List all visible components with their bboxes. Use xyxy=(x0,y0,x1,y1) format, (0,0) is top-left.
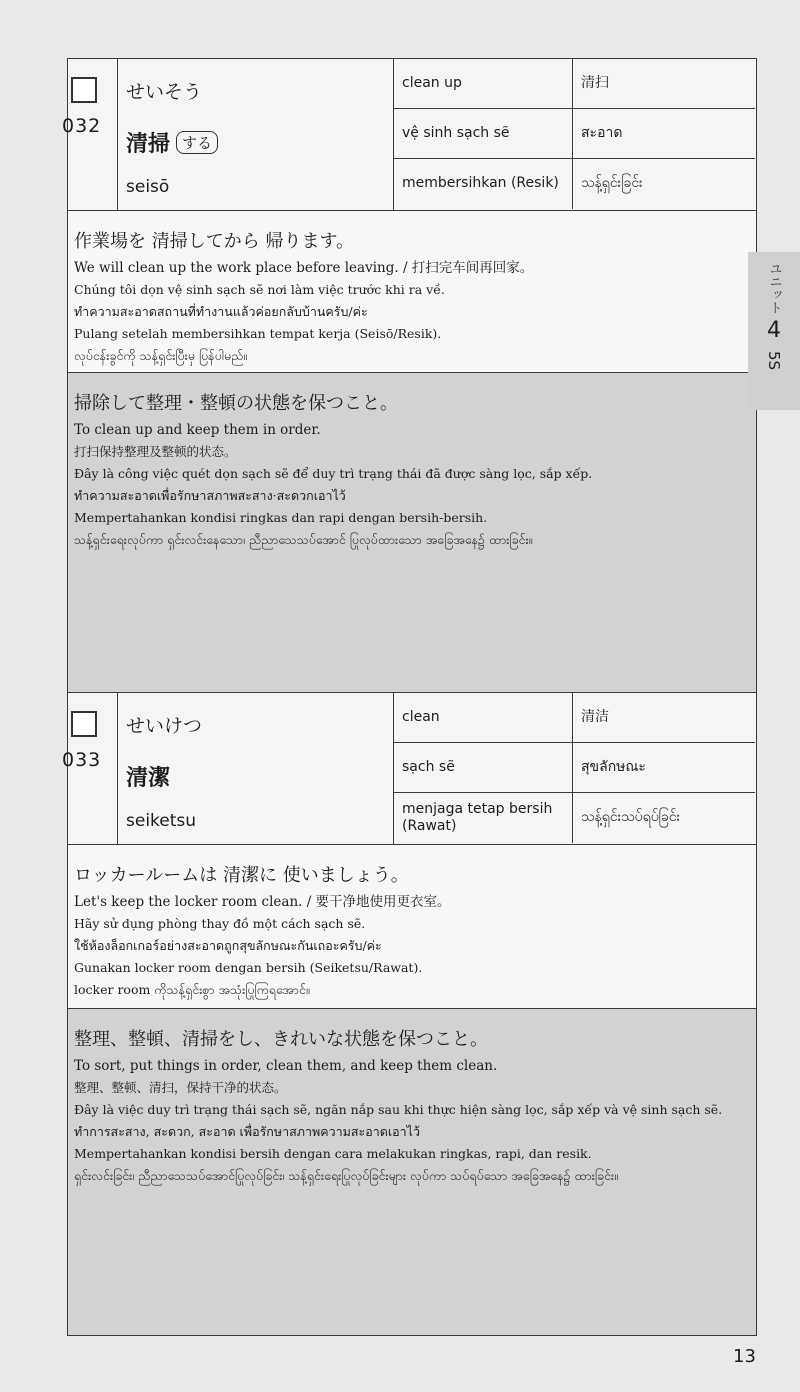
translation-row xyxy=(394,59,755,109)
example-thai: ทำความสะอาดสถานที่ทำงานแล้วค่อยกลับบ้านครับ/ค่ะ xyxy=(74,304,368,319)
example-english-chinese: Let's keep the locker room clean. / 要干净地使用更衣室。 xyxy=(74,894,451,910)
definition-block xyxy=(68,373,756,693)
study-checkbox[interactable] xyxy=(71,77,97,103)
entry-number-column xyxy=(62,59,118,210)
example-english-chinese: We will clean up the work place before leaving. / 打扫完车间再回家。 xyxy=(74,260,534,276)
translation-row xyxy=(394,793,755,843)
example-vietnamese: Hãy sử dụng phòng thay đồ một cách sạch sẽ. xyxy=(74,916,366,931)
headword-kana: せいけつ xyxy=(126,715,203,737)
side-tab-unit-label: ユニット xyxy=(766,262,782,314)
unit-side-tab[interactable] xyxy=(748,252,800,410)
example-japanese: 作業場を 清掃してから 帰ります。 xyxy=(74,231,355,252)
entry-number-column xyxy=(62,693,118,844)
translation-indonesian: menjaga tetap bersih (Rawat) xyxy=(402,800,553,834)
translation-english: clean xyxy=(402,708,440,725)
definition-japanese: 掃除して整理・整頓の状態を保つこと。 xyxy=(74,393,398,414)
translation-english: clean up xyxy=(402,74,462,91)
translation-grid xyxy=(393,59,755,211)
example-vietnamese: Chúng tôi dọn vệ sinh sạch sẽ nơi làm việc trước khi ra về. xyxy=(74,282,445,297)
definition-thai: ทำการสะสาง, สะดวก, สะอาด เพื่อรักษาสภาพความสะอาดเอาไว้ xyxy=(74,1124,420,1139)
vocabulary-frame xyxy=(62,58,757,1336)
definition-chinese: 打扫保持整理及整顿的状态。 xyxy=(74,444,237,459)
example-burmese: လုပ်ငန်းခွင်ကို သန့်ရှင်းပြီးမှ ပြန်ပါမည်။ xyxy=(74,348,247,363)
translation-row xyxy=(394,109,755,159)
headword-column xyxy=(126,59,396,210)
entry-number: 033 xyxy=(62,749,102,771)
translation-chinese: 清扫 xyxy=(572,59,752,108)
example-indonesian: Pulang setelah membersihkan tempat kerja (Seisō/Resik). xyxy=(74,326,442,341)
translation-vietnamese: sạch sẽ xyxy=(402,758,455,775)
headword-kana: せいそう xyxy=(126,81,203,103)
entry-header xyxy=(62,59,756,211)
translation-row xyxy=(394,693,755,743)
definition-burmese: သန့်ရှင်းရေးလုပ်ကာ ရှင်းလင်းနေသော၊ ညီညာသေသပ်အောင် ပြုလုပ်ထားသော အခြေအနေ၌ ထားခြင်း။ xyxy=(74,532,533,547)
example-japanese: ロッカールームは 清潔に 使いましょう。 xyxy=(74,865,409,886)
definition-burmese: ရှင်းလင်းခြင်း၊ ညီညာသေသပ်အောင်ပြုလုပ်ခြင်း၊ သန့်ရှင်းရေးပြုလုပ်ခြင်းများ လုပ်ကာ သပ်ရပ်သော အခြေအနေ၌ ထားခြင်း။ xyxy=(74,1168,618,1183)
definition-japanese: 整理、整頓、清掃をし、きれいな状態を保つこと。 xyxy=(74,1029,488,1050)
side-tab-unit-number: 4 xyxy=(767,318,781,343)
entry-number: 032 xyxy=(62,115,102,137)
definition-vietnamese: Đây là công việc quét dọn sạch sẽ để duy trì trạng thái đã được sàng lọc, sắp xếp. xyxy=(74,466,593,481)
translation-row xyxy=(394,743,755,793)
page-number: 13 xyxy=(733,1346,756,1367)
definition-thai: ทำความสะอาดเพื่อรักษาสภาพสะสาง·สะดวกเอาไว้ xyxy=(74,488,346,503)
headword-romaji: seisō xyxy=(126,177,170,197)
translation-thai: สะอาด xyxy=(572,109,752,158)
definition-indonesian: Mempertahankan kondisi ringkas dan rapi dengan bersih-bersih. xyxy=(74,510,488,525)
translation-thai: สุขลักษณะ xyxy=(572,743,752,792)
example-indonesian: Gunakan locker room dengan bersih (Seiketsu/Rawat). xyxy=(74,960,423,975)
entry-header xyxy=(62,693,756,845)
suru-badge: する xyxy=(176,131,218,154)
definition-indonesian: Mempertahankan kondisi bersih dengan cara melakukan ringkas, rapi, dan resik. xyxy=(74,1146,592,1161)
side-tab-topic: 5S xyxy=(765,351,783,371)
definition-english: To clean up and keep them in order. xyxy=(74,422,321,438)
headword-kanji: 清潔 xyxy=(126,766,171,791)
definition-english: To sort, put things in order, clean them, and keep them clean. xyxy=(74,1058,498,1074)
headword-romaji: seiketsu xyxy=(126,811,197,831)
example-sentence-block xyxy=(68,211,756,373)
translation-indonesian: membersihkan (Resik) xyxy=(402,175,559,192)
translation-grid xyxy=(393,693,755,845)
example-burmese: locker room ကိုသန့်ရှင်းစွာ အသုံးပြုကြရအောင်။ xyxy=(74,982,310,997)
example-thai: ใช้ห้องล็อกเกอร์อย่างสะอาดถูกสุขลักษณะกันเถอะครับ/ค่ะ xyxy=(74,938,382,953)
translation-vietnamese: vệ sinh sạch sẽ xyxy=(402,124,510,141)
definition-chinese: 整理、整顿、清扫，保持干净的状态。 xyxy=(74,1080,287,1095)
definition-vietnamese: Đây là việc duy trì trạng thái sạch sẽ, ngăn nắp sau khi thực hiện sàng lọc, sắp xếp và vệ sinh sạch sẽ. xyxy=(74,1102,723,1117)
translation-burmese: သန့်ရှင်းသပ်ရပ်ခြင်း xyxy=(572,793,752,843)
definition-block xyxy=(68,1009,756,1335)
translation-row xyxy=(394,159,755,209)
study-checkbox[interactable] xyxy=(71,711,97,737)
translation-burmese: သန့်ရှင်းခြင်း xyxy=(572,159,752,209)
headword-kanji-text: 清掃 xyxy=(126,132,171,157)
example-sentence-block xyxy=(68,845,756,1009)
headword-kanji xyxy=(126,127,218,158)
headword-column xyxy=(126,693,396,844)
translation-chinese: 清洁 xyxy=(572,693,752,742)
